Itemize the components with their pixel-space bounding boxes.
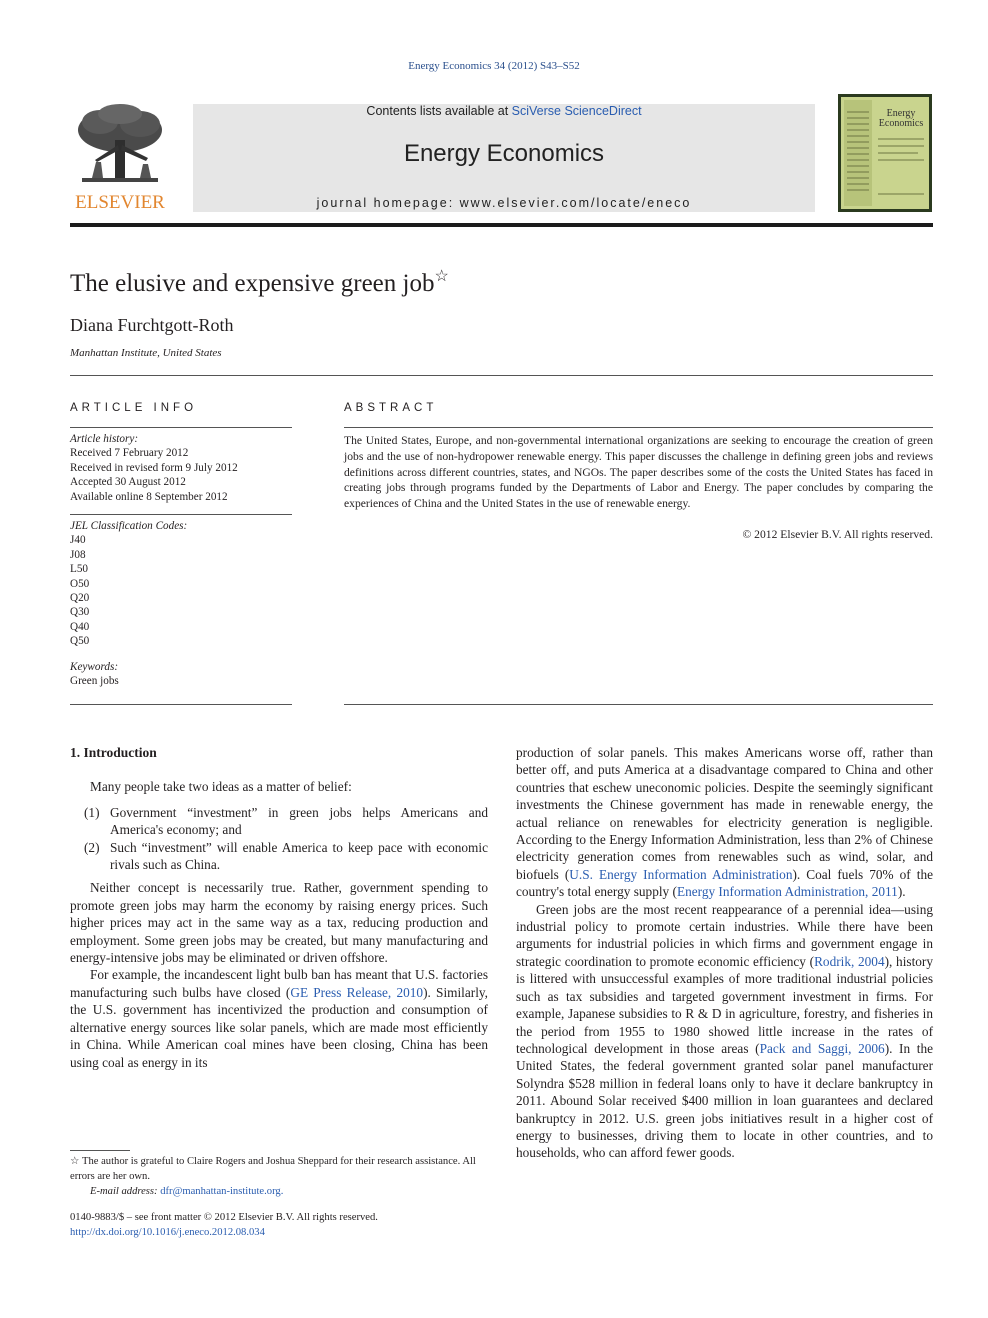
contents-line	[193, 104, 815, 118]
title-divider	[70, 375, 933, 376]
paragraph-2-text-c: ). Coal fuels 70% of the country's total energy supply (	[516, 866, 933, 900]
abstract-text: The United States, Europe, and non-governmental international organizations are seeking to encourage the creation of green jobs and the use of non-hydropower renewable energy. This paper discusses the challenge in defining green jobs and reviews definitions across different countries, states, and NGOs. The paper describes some of the costs the United States has faced in creating jobs through programs funded by the Departments of Labor and Energy. The paper concludes by comparing the experiences of China and the United States in the use of renewable energy.	[344, 434, 933, 511]
email-label: E-mail address:	[90, 1186, 158, 1197]
journal-cover-thumbnail[interactable]	[838, 94, 932, 212]
author-affiliation: Manhattan Institute, United States	[70, 347, 222, 359]
section-heading-introduction: 1. Introduction	[70, 745, 157, 760]
footnote-email-line	[70, 1184, 488, 1199]
citation-rodrik-2004[interactable]: Rodrik, 2004	[814, 953, 885, 969]
issn-line: 0140-9883/$ – see front matter © 2012 Elsevier B.V. All rights reserved.	[70, 1212, 378, 1223]
paragraph-2	[70, 966, 488, 1070]
footnote-rule	[70, 1150, 130, 1151]
elsevier-logo[interactable]	[70, 100, 170, 212]
article-history	[70, 432, 292, 504]
journal-homepage[interactable]: journal homepage: www.elsevier.com/locate/eneco	[316, 196, 692, 210]
history-received: Received 7 February 2012	[70, 447, 189, 460]
doi-link[interactable]: http://dx.doi.org/10.1016/j.eneco.2012.08.034	[70, 1226, 265, 1238]
paragraph-2-text-b-cont: production of solar panels. This makes Americans worse off, rather than better off, and puts America at a disadvantage compared to China and other countries that eschew uneconomic policies. Despite the seemingly significant investments the Chinese government has made in renewable energy, the actual reliance on renewables for electricity generation is negligible. According to the Energy Information Administration, less than 2% of Chinese electricity generation comes from renewables such as wind, solar, and biofuels (	[516, 745, 933, 882]
elsevier-wordmark: ELSEVIER	[75, 192, 165, 212]
title-footnote-star-icon[interactable]: ☆	[434, 268, 449, 285]
article-title	[70, 270, 449, 298]
contents-prefix: Contents lists available at	[366, 104, 512, 118]
jel-code: O50	[70, 577, 90, 590]
cover-image-icon	[838, 94, 932, 212]
history-revised: Received in revised form 9 July 2012	[70, 461, 238, 474]
info-divider-bottom	[70, 704, 292, 705]
journal-reference[interactable]: Energy Economics 34 (2012) S43–S52	[408, 60, 580, 72]
jel-classification	[70, 519, 292, 649]
jel-code: J40	[70, 534, 86, 547]
jel-code: Q30	[70, 606, 90, 619]
jel-label: JEL Classification Codes:	[70, 520, 188, 532]
paragraph-3-text-c: ). In the United States, the federal government granted solar panel manufacturer Solyndra $528 million in federal loans only to have it declare bankruptcy in 2011. Abound Solar received $400 million in loan guarantees and declared bankruptcy in 2012. U.S. green jobs initiatives result in a higher cost of energy to businesses, driving them to locate in other countries, and to households, who can afford fewer goods.	[516, 1040, 933, 1161]
sciencedirect-link[interactable]: SciVerse ScienceDirect	[511, 104, 642, 118]
paragraph-2-text-a: For example, the incandescent light bulb ban has meant that U.S. factories manufacturing such bulbs have closed (	[70, 967, 488, 1000]
jel-code: Q40	[70, 620, 90, 633]
keyword-item[interactable]: Green jobs	[70, 675, 119, 688]
footnote-star-icon: ☆	[70, 1156, 80, 1167]
header-rule	[70, 223, 933, 227]
body-column-left	[70, 744, 488, 1071]
footnote	[70, 1154, 488, 1199]
citation-pack-saggi-2006[interactable]: Pack and Saggi, 2006	[759, 1040, 885, 1056]
elsevier-tree-icon	[70, 100, 170, 212]
front-matter	[70, 1211, 488, 1240]
history-accepted: Accepted 30 August 2012	[70, 476, 186, 489]
cover-title-line2: Economics	[878, 118, 924, 129]
jel-code: J08	[70, 548, 86, 561]
keywords	[70, 660, 292, 689]
claim-text: Such “investment” will enable America to keep pace with economic rivals such as China.	[110, 839, 488, 873]
author-email-link[interactable]: dfr@manhattan-institute.org.	[160, 1186, 284, 1197]
intro-line: Many people take two ideas as a matter of belief:	[90, 779, 352, 795]
footnote-text: The author is grateful to Claire Rogers and Joshua Sheppard for their research assistance. All errors are her own.	[70, 1156, 476, 1182]
jel-code: L50	[70, 563, 89, 576]
paragraph-2-text-b-start: ). Similarly, the U.S. government has incentivized the production and consumption of alternative energy sources like solar panels, which are made most efficiently in China. While American coal mines have been closing, China has been using coal as energy in its	[70, 984, 489, 1070]
article-title-text: The elusive and expensive green job	[70, 270, 435, 297]
claim-item	[70, 839, 488, 874]
abstract-divider-top	[344, 427, 933, 428]
paragraph-1: Neither concept is necessarily true. Rather, government spending to promote green jobs may harm the economy by raising energy prices. Such higher prices may act in the same way as a tax, reducing production and employment. Some green jobs may be created, but many manufacturing and energy-intensive jobs may be eliminated or driven offshore.	[70, 880, 488, 966]
article-info-heading: ARTICLE INFO	[70, 402, 198, 414]
jel-code: Q20	[70, 592, 90, 605]
author-name[interactable]: Diana Furchtgott-Roth	[70, 315, 234, 335]
info-divider-top	[70, 427, 292, 428]
abstract-divider-bottom	[344, 704, 933, 705]
footnote-acknowledgement	[70, 1154, 488, 1184]
paragraph-3-text-b: ), history is littered with unsuccessful examples of more traditional industrial policies such as tax subsidies and targeted government investment in firms. For example, Japanese subsidies to R & D in agriculture, forestry, and fisheries in the period from 1955 to 1980 showed little increase in the rates of technological development in those areas (	[516, 953, 933, 1056]
info-divider-mid	[70, 514, 292, 515]
citation-ge-press-release[interactable]: GE Press Release, 2010	[290, 984, 424, 1000]
history-online: Available online 8 September 2012	[70, 490, 228, 503]
claim-item	[70, 804, 488, 839]
claim-number: (1)	[84, 804, 100, 820]
citation-eia-2011[interactable]: Energy Information Administration, 2011	[676, 884, 898, 900]
citation-us-eia[interactable]: U.S. Energy Information Administration	[569, 866, 793, 882]
paragraph-2-text-d: ).	[897, 884, 906, 900]
paragraph-2-continued	[516, 744, 933, 901]
journal-name: Energy Economics	[403, 140, 605, 167]
abstract-copyright: © 2012 Elsevier B.V. All rights reserved.	[742, 528, 933, 541]
cover-title-line1: Energy	[886, 108, 916, 119]
jel-code: Q50	[70, 635, 90, 648]
body-column-right	[516, 744, 933, 1162]
claims-list	[70, 804, 488, 874]
claim-text: Government “investment” in green jobs helps Americans and America's economy; and	[110, 804, 488, 838]
paragraph-3	[516, 901, 933, 1162]
history-label: Article history:	[70, 433, 139, 445]
keywords-label: Keywords:	[70, 661, 119, 673]
abstract-heading: ABSTRACT	[344, 402, 438, 414]
paragraph-3-text-a: Green jobs are the most recent reappearance of a perennial idea—using industrial policy to promote certain industries. While there have been arguments for industrial policies in which firms and government engage in strategic coordination to promote economic efficiency (	[516, 901, 933, 969]
claim-number: (2)	[84, 839, 100, 855]
